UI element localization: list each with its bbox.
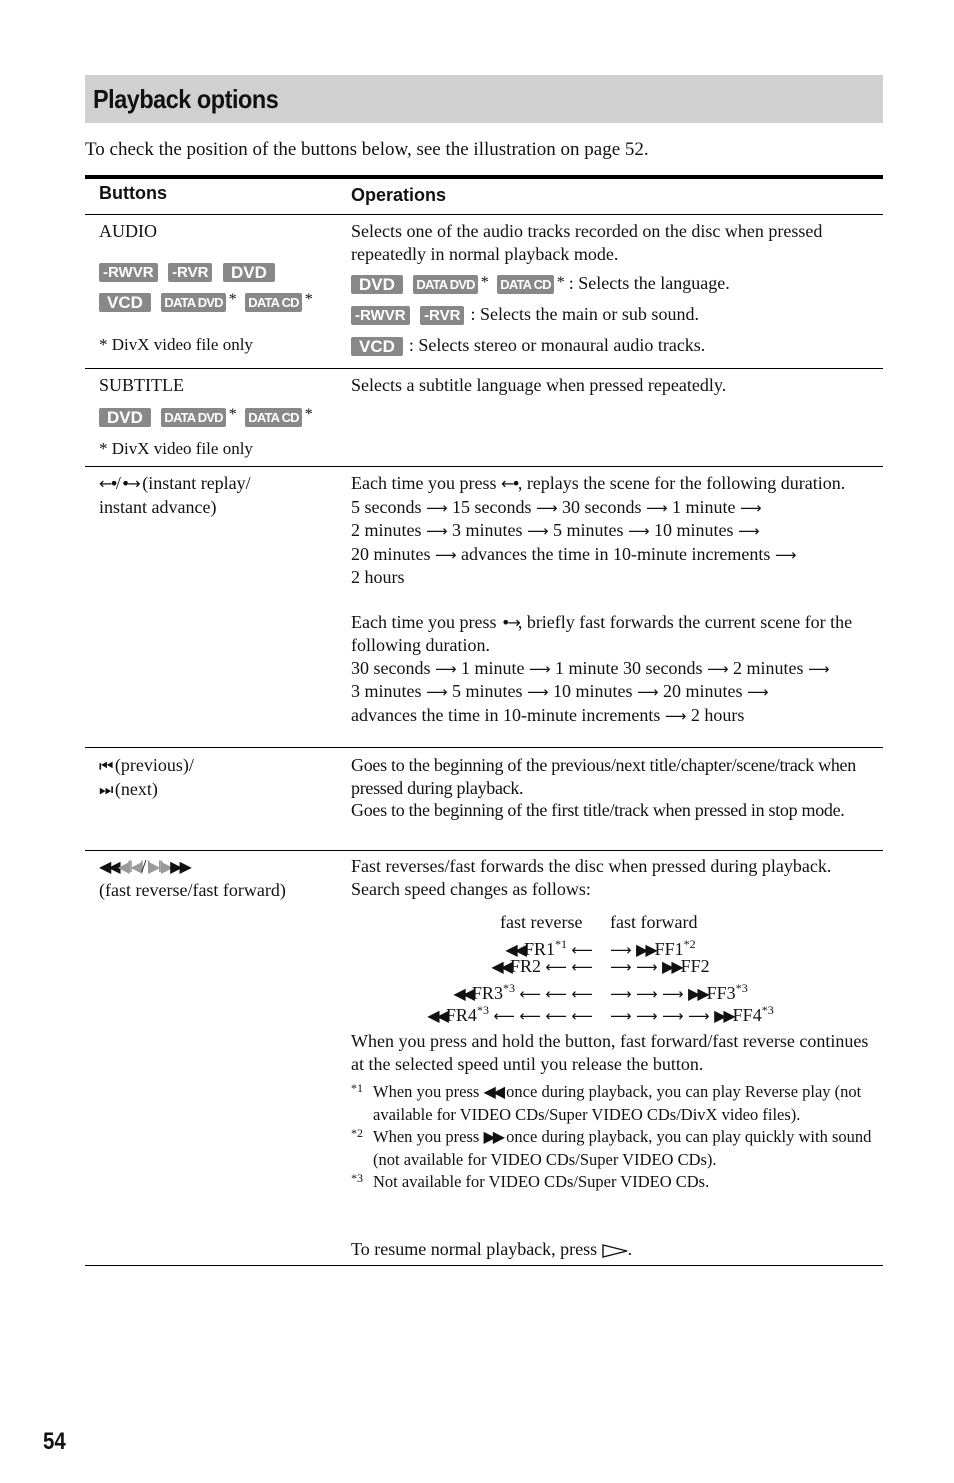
arrow-right-icon: ⟶ — [536, 498, 558, 517]
replay-name-2: instant advance) — [99, 496, 217, 517]
arrow-right-icon: ⟶ — [610, 958, 632, 976]
seq-item: advances the time in 10-minute increments — [461, 543, 771, 564]
advance-intro-a: Each time you press — [351, 611, 497, 632]
instant-advance-icon: •→ — [500, 612, 518, 632]
section-title-bar — [85, 75, 883, 123]
search-operations — [351, 855, 881, 1260]
fn1-a: When you press — [373, 1082, 480, 1101]
arrow-right-icon: ⟶ — [426, 498, 448, 517]
ff-label: FF4 — [732, 1005, 762, 1025]
arrow-left-icon: ⟵ — [545, 1007, 567, 1025]
replay-sequence — [351, 496, 881, 589]
arrow-left-icon: ⟵ — [519, 1007, 541, 1025]
subtitle-disc-types — [99, 406, 317, 427]
arrow-right-icon: ⟶ — [527, 522, 549, 540]
seq-item: 20 minutes — [351, 543, 431, 564]
badge-dvd: DVD — [99, 408, 151, 427]
next-label: (next) — [114, 778, 158, 799]
badge-data-dvd: DATA DVD — [413, 275, 477, 294]
fn2-a: When you press — [373, 1127, 480, 1146]
prevnext-op-2: Goes to the beginning of the first title/track when pressed in stop mode. — [351, 800, 845, 820]
arrow-right-icon: ⟶ — [636, 985, 658, 1003]
badge-rvr: -RVR — [168, 263, 212, 282]
seq-item: 10 minutes — [553, 681, 633, 701]
arrow-right-icon: ⟶ — [636, 958, 658, 976]
footnote-ref: *1 — [554, 937, 567, 951]
arrow-left-icon: ⟵ — [545, 985, 567, 1003]
arrow-left-icon: ⟵ — [571, 1007, 593, 1025]
footnote-mark: *1 — [351, 1081, 363, 1095]
prevnext-button-label — [99, 754, 194, 801]
footnote-3 — [351, 1171, 881, 1194]
fast-reverse-icon: ◀◀ — [483, 1082, 503, 1101]
badge-data-dvd: DATA DVD — [161, 293, 225, 312]
advance-intro — [351, 611, 881, 657]
table-row-search — [85, 850, 883, 1266]
table-row-audio — [85, 214, 883, 369]
arrow-right-icon: ⟶ — [527, 683, 549, 701]
footnote-2 — [351, 1126, 881, 1171]
ff-label: FF2 — [680, 956, 710, 976]
arrow-right-icon: ⟶ — [646, 498, 668, 517]
arrow-left-icon: ⟵ — [571, 941, 593, 959]
seq-item: 1 minute — [461, 657, 525, 678]
header-operations: Operations — [351, 185, 447, 205]
arrow-left-icon: ⟵ — [519, 985, 541, 1003]
badge-dvd: DVD — [223, 263, 275, 282]
arrow-right-icon: ⟶ — [707, 659, 729, 678]
previous-icon: ⏮ — [99, 756, 111, 775]
fn1-b: once during playback, you can play Reverse play (not available for VIDEO CDs/Super VIDEO CDs/DivX video files). — [373, 1082, 862, 1124]
slow-reverse-icon: ◀II◀I — [117, 857, 142, 876]
fast-forward-icon: ▶▶ — [662, 957, 681, 976]
replay-button-label: ←•/•→ (instant replay/ instant advance) — [99, 473, 251, 517]
audio-op-language — [351, 272, 881, 295]
badge-data-cd: DATA CD — [245, 408, 301, 427]
footnote-mark: *2 — [351, 1126, 363, 1140]
main-sub-text: : Selects the main or sub sound. — [470, 303, 699, 324]
seq-item: 5 minutes — [452, 681, 523, 701]
fn3-text: Not available for VIDEO CDs/Super VIDEO CDs. — [373, 1172, 710, 1191]
fast-forward-icon: ▶▶ — [636, 940, 655, 959]
replay-intro-a: Each time you press — [351, 473, 497, 493]
subtitle-note: * DivX video file only — [99, 439, 253, 458]
seq-item: 30 seconds — [351, 657, 431, 678]
badge-rvr: -RVR — [420, 306, 464, 325]
arrow-right-icon: ⟶ — [426, 522, 448, 540]
footnote-ref: *3 — [476, 1003, 489, 1017]
intro-text: To check the position of the buttons below, see the illustration on page 52. — [85, 139, 649, 160]
seq-item: 3 minutes — [351, 681, 422, 701]
footnote-ref: *3 — [502, 981, 515, 995]
arrow-right-icon: ⟶ — [808, 659, 830, 678]
play-icon — [602, 1244, 628, 1258]
stereo-text: : Selects stereo or monaural audio tracks. — [408, 335, 706, 355]
seq-item: 20 minutes — [663, 681, 743, 701]
badge-data-dvd: DATA DVD — [161, 408, 225, 427]
search-op-1: Fast reverses/fast forwards the disc when pressed during playback. Search speed changes as follows: — [351, 856, 832, 899]
col-fast-reverse: fast reverse — [500, 912, 583, 932]
replay-intro-b: , replays the scene for the following duration. — [517, 473, 846, 493]
search-button-label: ◀◀◀II◀I/I▶II▶▶▶ (fast reverse/fast forward) — [99, 856, 286, 900]
advance-sequence — [351, 657, 881, 728]
arrow-right-icon: ⟶ — [628, 522, 650, 540]
slow-forward-icon: I▶II▶ — [146, 857, 171, 876]
arrow-right-icon: ⟶ — [610, 941, 632, 959]
arrow-right-icon: ⟶ — [610, 1007, 632, 1025]
next-icon: ⏭ — [99, 779, 111, 799]
arrow-left-icon: ⟵ — [571, 985, 593, 1003]
fast-reverse-icon: ◀◀ — [99, 857, 118, 876]
arrow-right-icon: ⟶ — [636, 1007, 658, 1025]
fast-reverse-icon: ◀◀ — [453, 984, 472, 1003]
fast-reverse-icon: ◀◀ — [505, 940, 524, 959]
arrow-left-icon: ⟵ — [545, 958, 567, 976]
table-row-instant-replay — [85, 466, 883, 748]
arrow-right-icon: ⟶ — [637, 683, 659, 701]
arrow-right-icon: ⟶ — [747, 683, 769, 701]
arrow-right-icon: ⟶ — [664, 706, 687, 725]
ff-label: FF1 — [654, 939, 684, 959]
badge-rwvr: -RWVR — [99, 263, 158, 282]
page-number: 54 — [43, 1428, 66, 1455]
asterisk: * — [228, 406, 237, 423]
badge-rwvr: -RWVR — [351, 306, 410, 325]
footnote-1 — [351, 1081, 881, 1126]
seq-item: advances the time in 10-minute increments — [351, 704, 661, 725]
fast-reverse-icon: ◀◀ — [491, 957, 510, 976]
instant-replay-icon: ←• — [500, 474, 518, 493]
resume-text — [351, 1238, 632, 1261]
seq-item: 10 minutes — [654, 520, 734, 540]
arrow-left-icon: ⟵ — [493, 1007, 515, 1025]
table-row-subtitle — [85, 368, 883, 467]
asterisk: * — [480, 274, 489, 291]
seq-item: 2 hours — [690, 704, 745, 725]
arrow-left-icon: ⟵ — [571, 958, 593, 976]
footnote-ref: *2 — [683, 937, 696, 951]
ff-label: FF3 — [706, 983, 736, 1003]
audio-disc-types-2 — [99, 291, 317, 312]
footnote-ref: *3 — [761, 1003, 774, 1017]
ff2-row — [610, 955, 710, 979]
search-name: (fast reverse/fast forward) — [99, 879, 286, 900]
arrow-right-icon: ⟶ — [435, 659, 457, 678]
fn2-b: once during playback, you can play quickly with sound (not available for VIDEO CDs/Super VIDEO CDs). — [373, 1127, 872, 1169]
arrow-right-icon: ⟶ — [662, 985, 684, 1003]
fast-forward-icon: ▶▶ — [170, 857, 189, 876]
seq-item: 15 seconds — [452, 496, 532, 517]
arrow-right-icon: ⟶ — [774, 545, 797, 564]
ff4-row — [610, 999, 774, 1028]
prevnext-operations — [351, 754, 881, 822]
fr4-row — [427, 999, 593, 1028]
audio-operations — [351, 220, 881, 357]
badge-vcd: VCD — [351, 337, 403, 356]
advance-intro-b: , briefly fast forwards the current scene for the following duration. — [351, 611, 853, 655]
fast-forward-icon: ▶▶ — [483, 1127, 503, 1146]
asterisk: * — [556, 274, 565, 291]
arrow-right-icon: ⟶ — [529, 659, 551, 678]
search-hold-text: When you press and hold the button, fast forward/fast reverse continues at the selected speed until you release the button. — [351, 1031, 869, 1074]
seq-item: 1 minute — [672, 496, 736, 517]
seq-item: 5 minutes — [553, 520, 624, 540]
badge-vcd: VCD — [99, 293, 151, 312]
fast-forward-icon: ▶▶ — [688, 984, 707, 1003]
audio-disc-types-1 — [99, 261, 281, 282]
header-buttons: Buttons — [99, 183, 167, 203]
table-bottom-rule — [85, 1265, 883, 1266]
asterisk: * — [228, 291, 237, 308]
badge-data-cd: DATA CD — [497, 275, 553, 294]
seq-item: 2 minutes — [733, 657, 804, 678]
audio-button-name: AUDIO — [99, 221, 157, 241]
seq-item: 2 minutes — [351, 520, 422, 540]
fr-label: FR3 — [471, 983, 503, 1003]
arrow-right-icon: ⟶ — [610, 985, 632, 1003]
page-title: Playback options — [93, 84, 279, 114]
arrow-right-icon: ⟶ — [435, 545, 457, 564]
table-row-prev-next — [85, 747, 883, 851]
fr-label: FR4 — [445, 1005, 477, 1025]
badge-data-cd: DATA CD — [245, 293, 301, 312]
resume-label: To resume normal playback, press — [351, 1239, 598, 1259]
footnote-ref: *3 — [735, 981, 748, 995]
prevnext-op-1: Goes to the beginning of the previous/next title/chapter/scene/track when pressed during playback. — [351, 755, 856, 798]
seq-item: 30 seconds — [562, 496, 642, 517]
fr-label: FR1 — [523, 939, 555, 959]
instant-replay-icon: ←• — [99, 474, 116, 493]
footnote-mark: *3 — [351, 1171, 363, 1185]
arrow-right-icon: ⟶ — [426, 683, 448, 701]
arrow-right-icon: ⟶ — [740, 498, 762, 517]
fast-reverse-icon: ◀◀ — [427, 1006, 446, 1025]
subtitle-button-name: SUBTITLE — [99, 375, 184, 395]
seq-item: 3 minutes — [452, 520, 523, 540]
prev-label: (previous)/ — [114, 755, 194, 775]
audio-op-text: Selects one of the audio tracks recorded on the disc when pressed repeatedly in normal playback mode. — [351, 221, 823, 264]
arrow-right-icon: ⟶ — [688, 1007, 710, 1025]
asterisk: * — [304, 291, 313, 308]
seq-item: 5 seconds — [351, 496, 422, 517]
replay-name-1: (instant replay/ — [142, 473, 251, 493]
seq-item: 1 minute 30 seconds — [555, 657, 703, 678]
instant-advance-icon: •→ — [120, 474, 138, 493]
fast-forward-icon: ▶▶ — [714, 1006, 733, 1025]
resume-end: . — [627, 1239, 633, 1259]
arrow-right-icon: ⟶ — [738, 522, 760, 540]
arrow-right-icon: ⟶ — [662, 1007, 684, 1025]
asterisk: * — [304, 406, 313, 423]
audio-op-main-sub — [351, 303, 881, 326]
seq-item: 2 hours — [351, 567, 405, 587]
fr-label: FR2 — [509, 956, 541, 976]
fr2-row — [491, 955, 593, 979]
col-fast-forward: fast forward — [610, 912, 698, 932]
table-top-rule — [85, 175, 883, 179]
badge-dvd: DVD — [351, 275, 403, 294]
replay-operations — [351, 472, 881, 727]
language-text: : Selects the language. — [568, 273, 730, 293]
replay-intro — [351, 472, 881, 496]
search-footnotes — [351, 1081, 881, 1194]
audio-op-stereo — [351, 334, 881, 357]
subtitle-op-text: Selects a subtitle language when pressed repeatedly. — [351, 375, 727, 395]
audio-note: * DivX video file only — [99, 335, 253, 354]
